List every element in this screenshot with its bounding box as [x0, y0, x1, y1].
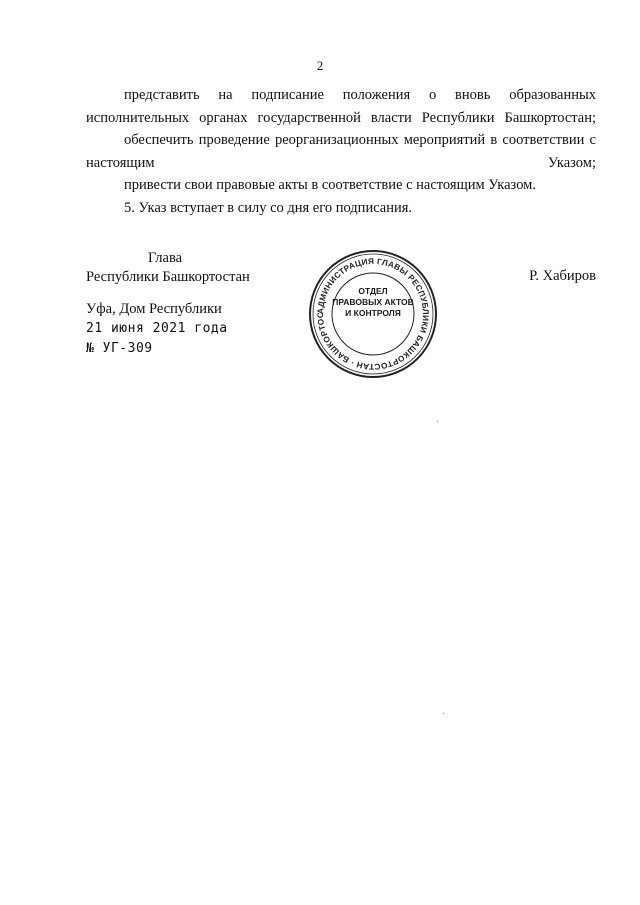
place-date-number [86, 299, 228, 359]
signatory-title-line2: Республики Башкортостан [86, 269, 250, 285]
document-body [86, 84, 596, 219]
paragraph-bring-legal-acts: привести свои правовые акты в соответствие с настоящим Указом. [124, 177, 536, 193]
signatory-title-line1: Глава [148, 250, 183, 266]
signatory-title [86, 249, 250, 287]
scan-speck [443, 713, 444, 714]
stamp-center-line1: ОТДЕЛ [358, 286, 388, 296]
official-stamp [307, 248, 439, 380]
stamp-center-text [307, 286, 439, 319]
stamp-center-line2: ПРАВОВЫХ АКТОВ [332, 297, 414, 307]
stamp-ring-text: АДМИНИСТРАЦИЯ ГЛАВЫ РЕСПУБЛИКИ БАШКОРТОСТАН · БАШКОРТОС [315, 256, 431, 372]
page-number: 2 [316, 58, 324, 73]
paragraph-ensure-reorganization: обеспечить проведение реорганизационных мероприятий в соответствии с настоящим Указом; [86, 132, 596, 171]
signatory-name: Р. Хабиров [529, 268, 596, 284]
decree-number: № УГ-309 [86, 341, 153, 356]
stamp-center-line3: И КОНТРОЛЯ [345, 308, 401, 318]
signing-place: Уфа, Дом Республики [86, 301, 222, 317]
paragraph-submit-regulations: представить на подписание положения о вновь образованных исполнительных органах государственной власти Республики Башкортостан; [86, 87, 596, 126]
paragraph-entry-into-force: 5. Указ вступает в силу со дня его подписания. [124, 199, 413, 216]
signing-date: 21 июня 2021 года [86, 321, 228, 336]
scan-speck [437, 421, 438, 422]
